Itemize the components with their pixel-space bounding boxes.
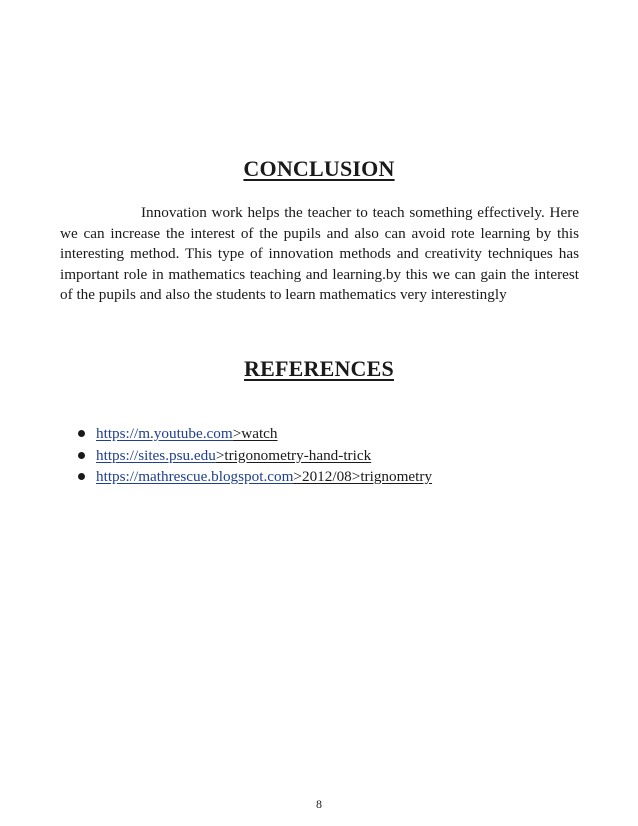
page-number: 8 <box>316 797 322 811</box>
references-list <box>60 423 580 488</box>
reference-link[interactable]: https://m.youtube.com <box>96 425 233 442</box>
bullet-icon <box>78 473 85 480</box>
conclusion-paragraph: Innovation work helps the teacher to teach something effectively. Here we can increase the interest of the pupils and also can avoid rote learning by this interesting method. This type of innovation methods and creativity techniques has important role in mathematics teaching and learning.by this we can gain the interest of the pupils and also the students to learn mathematics very interestingly <box>60 204 579 304</box>
bullet-icon <box>78 452 85 459</box>
reference-item <box>60 466 580 488</box>
reference-item <box>60 423 580 445</box>
reference-path[interactable]: >2012/08>trignometry <box>293 468 433 485</box>
bullet-icon <box>78 430 85 437</box>
reference-path[interactable]: >trigonometry-hand-trick <box>215 446 372 464</box>
reference-link[interactable]: https://mathrescue.blogspot.com <box>96 468 294 485</box>
references-heading: REFERENCES <box>244 356 394 381</box>
reference-link[interactable]: https://sites.psu.edu <box>96 446 216 464</box>
reference-item <box>60 445 580 467</box>
conclusion-heading: CONCLUSION <box>243 156 395 181</box>
reference-path[interactable]: >watch <box>232 425 278 442</box>
